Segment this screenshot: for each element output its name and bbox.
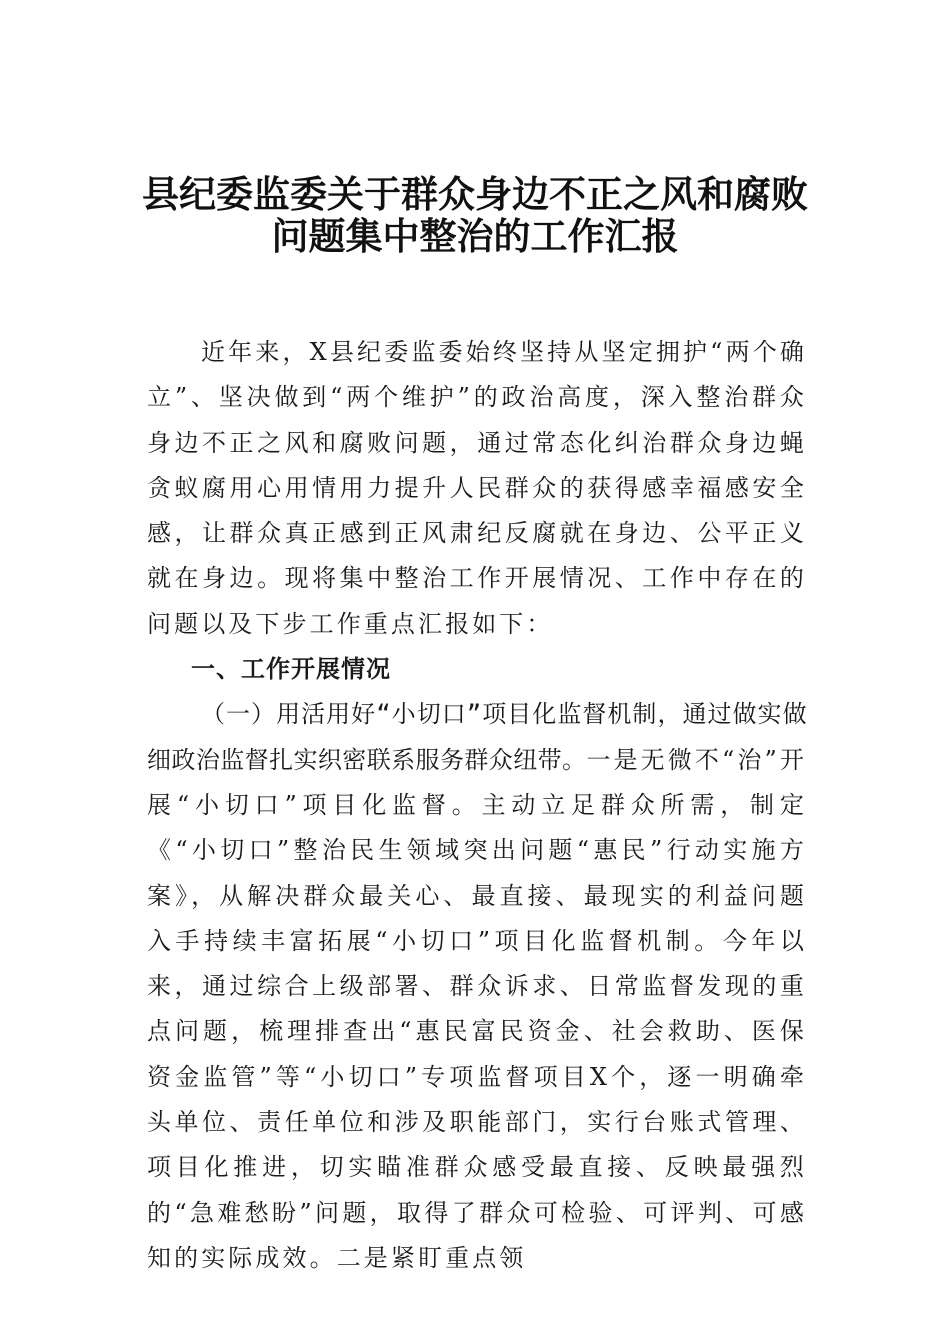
- subsection-body: 一是无微不“治”开展“小切口”项目化监督。主动立足群众所需，制定《“小切口”整治民生领域突出问题“惠民”行动实施方案》，从解决群众最关心、最直接、最现实的利益问题入手持续丰富拓展“小切口”项目化监督机制。今年以来，通过综合上级部署、群众诉求、日常监督发现的重点问题，梳理排查出“惠民富民资金、社会救助、医保资金监管”等“小切口”专项监督项目X个，逐一明确牵头单位、责任单位和涉及职能部门，实行台账式管理、项目化推进，切实瞄准群众感受最直接、反映最强烈的“急难愁盼”问题，取得了群众可检验、可评判、可感知的实际成效。二是紧盯重点领: [147, 745, 807, 1272]
- document-title-line-2: 问题集中整治的工作汇报: [271, 215, 679, 258]
- intro-paragraph: 近年来，X县纪委监委始终坚持从坚定拥护“两个确立”、坚决做到“两个维护”的政治高度，深入整治群众身边不正之风和腐败问题，通过常态化纠治群众身边蝇贪蚁腐用心用情用力提升人民群众的获得感幸福感安全感，让群众真正感到正风肃纪反腐就在身边、公平正义就在身边。现将集中整治工作开展情况、工作中存在的问题以及下步工作重点汇报如下：: [147, 338, 807, 638]
- document-body: [147, 330, 807, 1281]
- section-heading: 一、工作开展情况: [191, 655, 391, 684]
- document-title-line-1: 县纪委监委关于群众身边不正之风和腐败: [142, 173, 808, 216]
- subsection-lead: （一）用活用好“小切口”项目化监督机制，通过做实做细政治监督扎实织密联系服务群众纽带。: [147, 700, 807, 774]
- subsection-paragraph: [147, 692, 807, 1281]
